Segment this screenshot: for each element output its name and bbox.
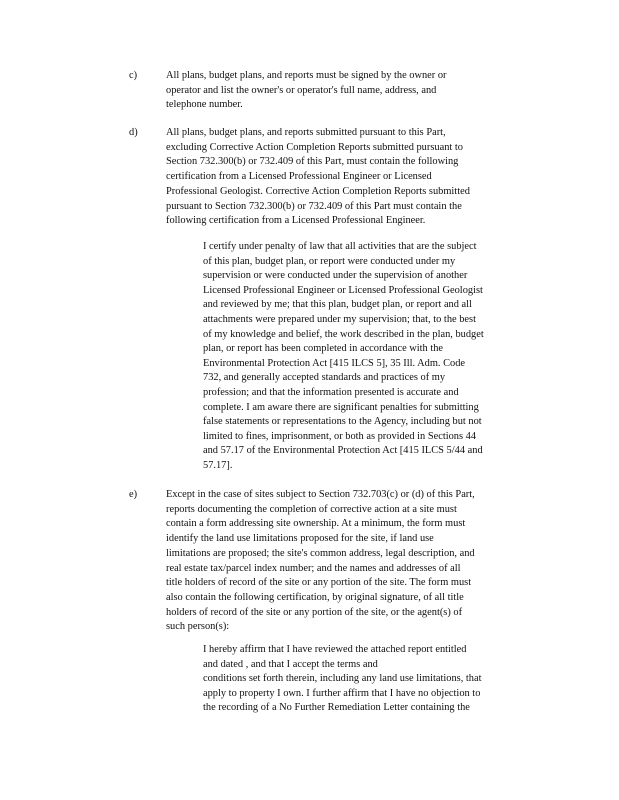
section-d-text: All plans, budget plans, and reports submitted pursuant to this Part, excluding Corrective Action Completion Reports submitted pursuant to Section 732.300(b) or 732.409 of this Part, must contain the following certification from a Licensed Professional Engineer or Licensed Professional Geologist. Corrective Action Completion Reports submitted pursuant to Section 732.300(b) or 732.409 of this Part must contain the following certification from a Licensed Professional Engineer. (166, 127, 470, 227)
section-c-marker: c) (129, 70, 138, 81)
engineer-certification-quote: I certify under penalty of law that all activities that are the subject of this plan, budget plan, or report were conducted under my supervision or were conducted under the supervision of another Licensed Professional Engineer or Licensed Professional Geologist and reviewed by me; that this plan, budget plan, or report and all attachments were prepared under my supervision; that, to the best of my knowledge and belief, the work described in the plan, budget plan, or report has been completed in accordance with the Environmental Protection Act [415 ILCS 5], 35 Ill. Adm. Code 732, and generally accepted standards and practices of my profession; and that the information presented is accurate and complete. I am aware there are significant penalties for submitting false statements or representations to the Agency, including but not limited to fines, imprisonment, or both as provided in Sections 44 and 57.17 of the Environmental Protection Act [415 ILCS 5/44 and 57.17]. (203, 241, 484, 471)
section-e-marker: e) (129, 489, 138, 500)
section-d-marker: d) (129, 127, 138, 138)
owner-certification-quote: I hereby affirm that I have reviewed the attached report entitled and dated , and that I accept the terms and conditions set forth therein, including any land use limitations, that apply to property I own. I further affirm that I have no objection to the recording of a No Further Remediation Letter containing the (203, 644, 482, 714)
section-e-text: Except in the case of sites subject to Section 732.703(c) or (d) of this Part, reports documenting the completion of corrective action at a site must contain a form addressing site ownership. At a minimum, the form must identify the land use limitations proposed for the site, if land use limitations are proposed; the site's common address, legal description, and real estate tax/parcel index number; and the names and addresses of all title holders of record of the site or any portion of the site. The form must also contain the following certification, by original signature, of all title holders of record of the site or any portion of the site, or the agent(s) of such person(s): (166, 489, 475, 633)
section-c-text: All plans, budget plans, and reports must be signed by the owner or operator and list the owner's or operator's full name, address, and telephone number. (166, 70, 447, 111)
